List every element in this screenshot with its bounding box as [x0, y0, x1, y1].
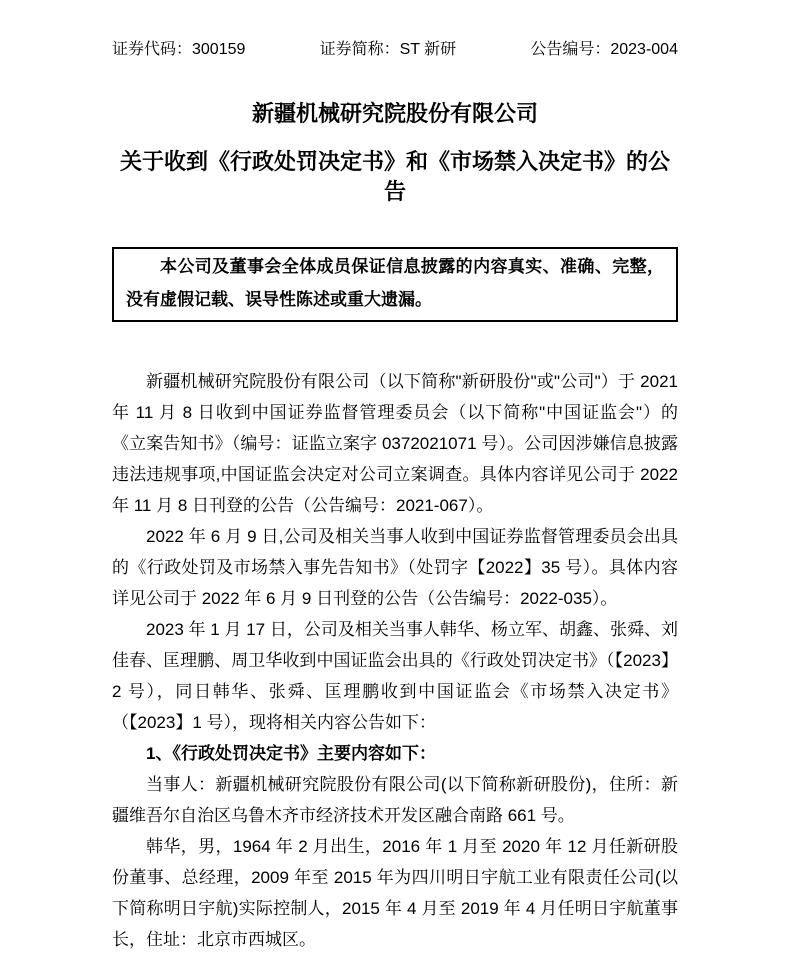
- disclaimer-text: 本公司及董事会全体成员保证信息披露的内容真实、准确、完整，没有虚假记载、误导性陈述或重大遗漏。: [126, 257, 664, 309]
- paragraph-party-hanhua: 韩华，男，1964 年 2 月出生，2016 年 1 月至 2020 年 12 月任新研股份董事、总经理，2009 年至 2015 年为四川明日宇航工业有限责任公司(以下简称明日宇航)实际控制人，2015 年 4 月至 2019 年 4 月任明日宇航董事长，住址：北京市西城区。: [112, 837, 678, 949]
- announcement-number: 公告编号：2023-004: [530, 41, 678, 58]
- stock-abbreviation: 证券简称：ST 新研: [319, 41, 457, 58]
- stock-code: 证券代码：300159: [112, 41, 246, 58]
- document-body: [112, 366, 678, 955]
- announcement-header: [112, 36, 678, 59]
- section-heading-penalty-decision: 1、《行政处罚决定书》主要内容如下：: [146, 744, 436, 763]
- disclaimer-box: [112, 247, 678, 322]
- paragraph-case-filing: 新疆机械研究院股份有限公司（以下简称"新研股份"或"公司"）于 2021 年 11 月 8 日收到中国证券监督管理委员会（以下简称"中国证监会"）的《立案告知书》（编号：证监立案字 0372021071 号）。公司因涉嫌信息披露违法违规事项,中国证监会决定对公司立案调查。具体内容详见公司于 2022 年 11 月 8 日刊登的公告（公告编号：2021-067）。: [112, 372, 678, 515]
- paragraph-party-company: 当事人：新疆机械研究院股份有限公司(以下简称新研股份)，住所：新疆维吾尔自治区乌鲁木齐市经济技术开发区融合南路 661 号。: [112, 775, 678, 825]
- paragraph-decision-received: 2023 年 1 月 17 日，公司及相关当事人韩华、杨立军、胡鑫、张舜、刘佳春、匡理鹏、周卫华收到中国证监会出具的《行政处罚决定书》（【2023】2 号），同日韩华、张舜、匡理鹏收到中国证监会《市场禁入决定书》（【2023】1 号），现将相关内容公告如下：: [112, 620, 678, 732]
- paragraph-prior-notice: 2022 年 6 月 9 日,公司及相关当事人收到中国证券监督管理委员会出具的《行政处罚及市场禁入事先告知书》（处罚字【2022】35 号）。具体内容详见公司于 2022 年 6 月 9 日刊登的公告（公告编号：2022-035）。: [112, 527, 678, 608]
- announcement-title: 关于收到《行政处罚决定书》和《市场禁入决定书》的公告: [119, 149, 670, 204]
- document-page: [112, 36, 678, 955]
- company-title: 新疆机械研究院股份有限公司: [251, 101, 538, 126]
